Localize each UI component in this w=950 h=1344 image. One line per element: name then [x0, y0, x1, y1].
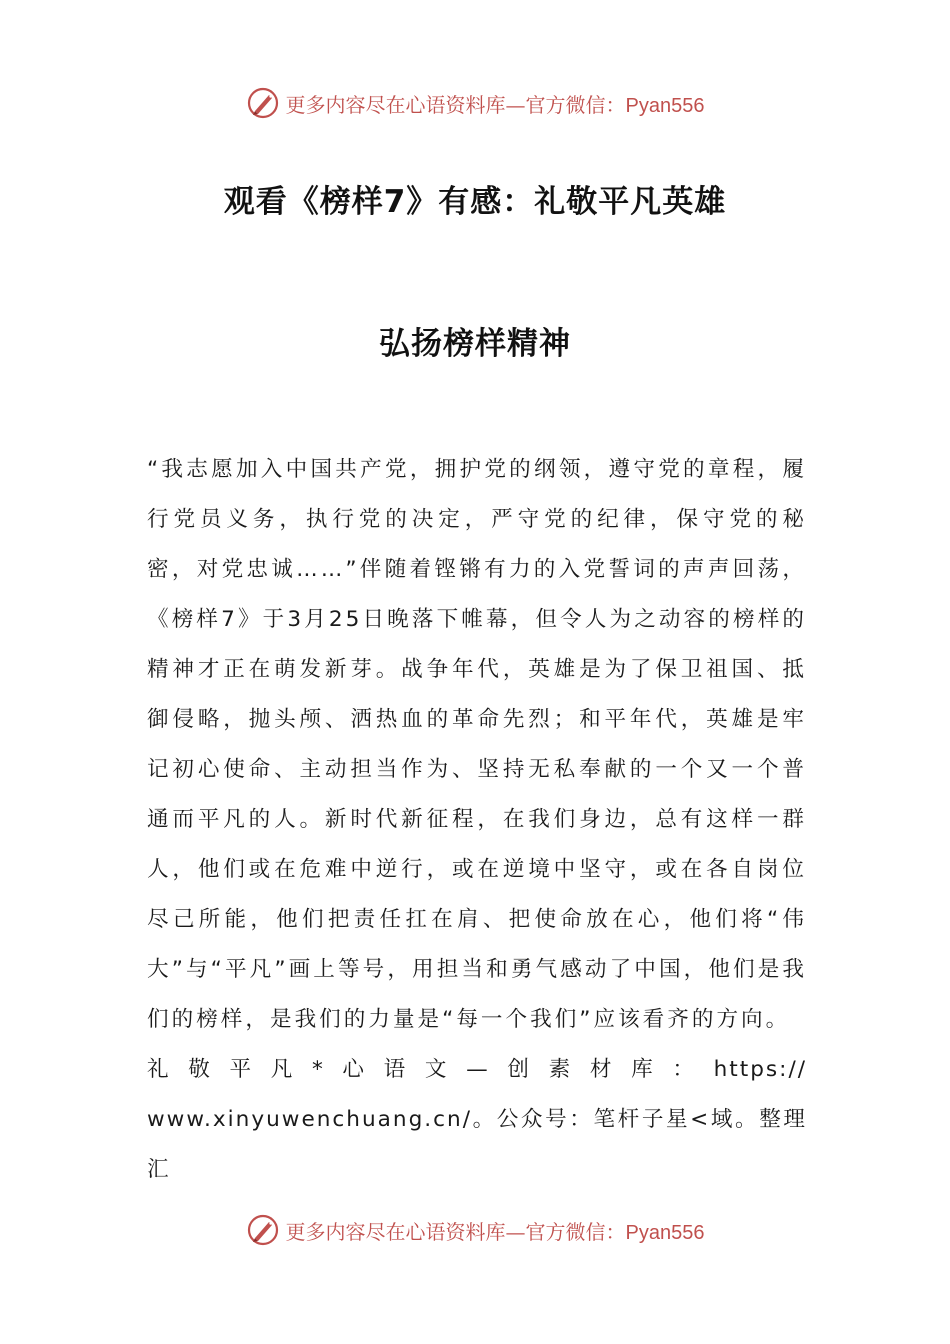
- pen-logo-icon: [246, 1213, 280, 1247]
- page-title-line1: 观看《榜样7》有感：礼敬平凡英雄: [223, 184, 727, 220]
- watermark-text: 更多内容尽在心语资料库—官方微信：Pyan556: [285, 1219, 705, 1244]
- pen-logo-icon: [246, 86, 280, 120]
- source-line-2: www.xinyuwenchuang.cn/。公众号：笔杆子星<域。整理汇: [147, 1107, 807, 1182]
- article-body: [147, 445, 807, 1195]
- watermark-wechat-id: Pyan556: [625, 94, 705, 117]
- footer-watermark: [0, 1210, 950, 1250]
- article-paragraph: “我志愿加入中国共产党，拥护党的纲领，遵守党的章程，履行党员义务，执行党的决定，严守党的纪律，保守党的秘密，对党忠诚……”伴随着铿锵有力的入党誓词的声声回荡，《榜样7》于3月25日晚落下帷幕，但令人为之动容的榜样的精神才正在萌发新芽。战争年代，英雄是为了保卫祖国、抵御侵略，抛头颅、洒热血的革命先烈；和平年代，英雄是牢记初心使命、主动担当作为、坚持无私奉献的一个又一个普通而平凡的人。新时代新征程，在我们身边，总有这样一群人，他们或在危难中逆行，或在逆境中坚守，或在各自岗位尽己所能，他们把责任扛在肩、把使命放在心，他们将“伟大”与“平凡”画上等号，用担当和勇气感动了中国，他们是我们的榜样，是我们的力量是“每一个我们”应该看齐的方向。: [147, 457, 807, 1032]
- source-line-1: 礼敬平凡*心语文—创素材库：https://: [147, 1057, 807, 1082]
- watermark-wechat-id: Pyan556: [625, 1221, 705, 1244]
- watermark-text: 更多内容尽在心语资料库—官方微信：Pyan556: [285, 92, 705, 117]
- header-watermark: [0, 83, 950, 123]
- page-title-line2: 弘扬榜样精神: [379, 326, 571, 362]
